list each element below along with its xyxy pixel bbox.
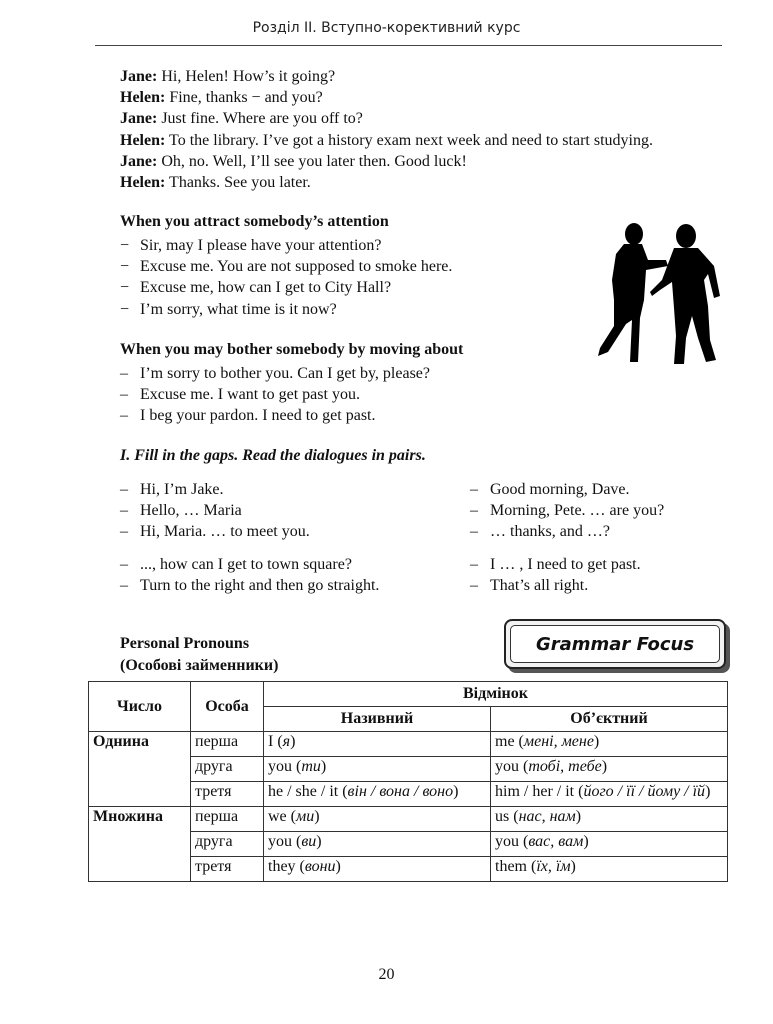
exercise-line: – Hi, Maria. … to meet you. xyxy=(120,523,310,540)
objective-cell: us (нас, нам) xyxy=(491,807,728,832)
exercise-line: – Morning, Pete. … are you? xyxy=(470,502,665,519)
phrase: – I beg your pardon. I need to get past. xyxy=(120,407,376,425)
two-men-silhouette-illustration xyxy=(586,220,736,370)
exercise-line: – Turn to the right and then go straight. xyxy=(120,577,380,594)
person-cell: третя xyxy=(191,857,264,882)
nominative-cell: you (ви) xyxy=(264,832,491,857)
exercise-dialogue-1-right xyxy=(470,479,664,542)
speaker-name: Jane: xyxy=(120,152,158,170)
person-cell: друга xyxy=(191,757,264,782)
speaker-name: Helen: xyxy=(120,131,166,149)
dialogue-text: Fine, thanks − and you? xyxy=(165,89,323,107)
exercise-line: – … thanks, and …? xyxy=(470,523,610,540)
person-cell: перша xyxy=(191,807,264,832)
phrase: − Sir, may I please have your attention? xyxy=(120,237,382,254)
speaker-name: Jane: xyxy=(120,110,158,128)
objective-cell: me (мені, мене) xyxy=(491,732,728,757)
objective-cell: you (тобі, тебе) xyxy=(491,757,728,782)
exercise-line: – That’s all right. xyxy=(470,577,589,594)
exercise-dialogue-2-left xyxy=(120,554,379,596)
nominative-cell: he / she / it (він / вона / воно) xyxy=(264,782,491,807)
dialogue-text: To the library. I’ve got a history exam next week and need to start studying. xyxy=(165,131,653,149)
exercise-line: – Hi, I’m Jake. xyxy=(120,481,224,498)
exercise-instruction: I. Fill in the gaps. Read the dialogues in pairs. xyxy=(120,447,426,464)
table-row xyxy=(89,807,728,832)
dialogue-line xyxy=(120,151,740,172)
phrase: − I’m sorry, what time is it now? xyxy=(120,300,337,318)
header-person: Особа xyxy=(191,682,264,732)
header-case: Відмінок xyxy=(264,682,728,707)
objective-cell: him / her / it (його / її / йому / їй) xyxy=(491,782,728,807)
nominative-cell: you (ти) xyxy=(264,757,491,782)
exercise-line: – Hello, … Maria xyxy=(120,502,242,519)
attention-heading: When you attract somebody’s attention xyxy=(120,213,389,230)
phrase: − Excuse me. You are not supposed to smoke here. xyxy=(120,258,453,276)
dialogue-line xyxy=(120,87,740,108)
person-cell: перша xyxy=(191,732,264,757)
header-number: Число xyxy=(89,682,191,732)
dialogue-line xyxy=(120,66,740,87)
header-objective: Об’єктний xyxy=(491,707,728,732)
dialogue-text: Oh, no. Well, I’ll see you later then. Good luck! xyxy=(157,152,467,170)
pronouns-title xyxy=(120,633,278,677)
nominative-cell: we (ми) xyxy=(264,807,491,832)
header-rule xyxy=(95,45,722,46)
exercise-dialogue-1-left xyxy=(120,479,310,542)
grammar-focus-badge xyxy=(504,619,726,669)
bother-heading: When you may bother somebody by moving about xyxy=(120,341,464,358)
number-cell: Однина xyxy=(89,732,191,807)
attention-phrases xyxy=(120,235,580,320)
table-row xyxy=(89,732,728,757)
exercise-line: – ..., how can I get to town square? xyxy=(120,556,352,573)
pronouns-table xyxy=(88,681,728,882)
speaker-name: Jane: xyxy=(120,68,158,85)
nominative-cell: they (вони) xyxy=(264,857,491,882)
speaker-name: Helen: xyxy=(120,89,166,107)
objective-cell: you (вас, вам) xyxy=(491,832,728,857)
dialogue-text: Hi, Helen! How’s it going? xyxy=(157,68,336,85)
exercise-dialogue-2-right xyxy=(470,554,641,596)
objective-cell: them (їх, їм) xyxy=(491,857,728,882)
dialogue-line xyxy=(120,172,740,193)
table-header-row xyxy=(89,682,728,707)
dialogue-text: Just fine. Where are you off to? xyxy=(157,110,363,128)
dialogue xyxy=(120,66,740,193)
running-header: Розділ ІІ. Вступно-корективний курс xyxy=(252,20,521,36)
nominative-cell: I (я) xyxy=(264,732,491,757)
bother-phrases xyxy=(120,363,580,427)
number-cell: Множина xyxy=(89,807,191,882)
person-cell: друга xyxy=(191,832,264,857)
page-number: 20 xyxy=(378,966,395,983)
grammar-focus-label: Grammar Focus xyxy=(510,625,720,663)
header-nominative: Називний xyxy=(264,707,491,732)
phrase: − Excuse me, how can I get to City Hall? xyxy=(120,279,392,297)
dialogue-text: Thanks. See you later. xyxy=(165,174,311,192)
phrase: – Excuse me. I want to get past you. xyxy=(120,386,360,404)
pronouns-title-ua: (Особові займенники) xyxy=(120,657,279,674)
exercise-line: – I … , I need to get past. xyxy=(470,556,641,573)
speaker-name: Helen: xyxy=(120,174,166,192)
dialogue-line xyxy=(120,130,740,151)
exercise-line: – Good morning, Dave. xyxy=(470,481,630,498)
person-cell: третя xyxy=(191,782,264,807)
dialogue-line xyxy=(120,108,740,129)
pronouns-title-en: Personal Pronouns xyxy=(120,635,250,652)
phrase: – I’m sorry to bother you. Can I get by, please? xyxy=(120,365,430,382)
